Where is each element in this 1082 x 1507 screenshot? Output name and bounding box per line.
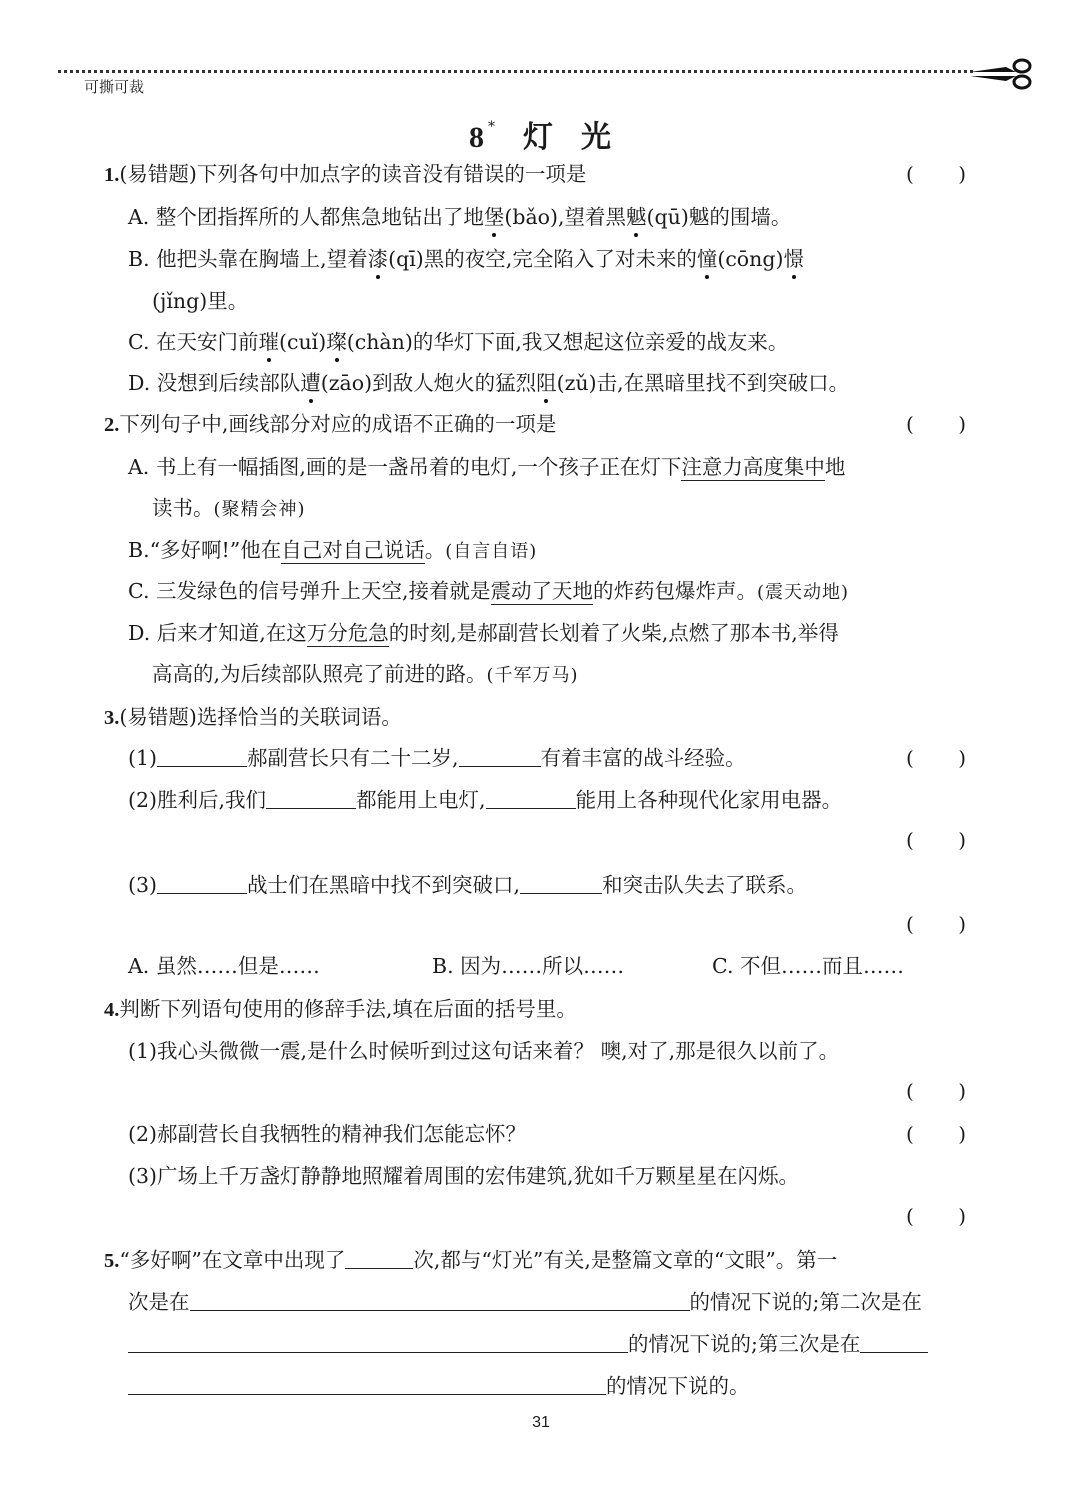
option-text: D. 后来才知道,在这 (128, 621, 307, 645)
q3-sentence-3 (128, 871, 807, 899)
lesson-title (0, 112, 1082, 156)
option-text: (qī)黑的夜空,完全陷入了对未来的 (388, 247, 697, 271)
idiom-note: (千军万马) (486, 665, 579, 686)
q5-text: 的情况下说的;第二次是在 (689, 1290, 922, 1314)
q1-option-c (128, 328, 788, 356)
q4-2-answer-paren[interactable]: ( ) (906, 1122, 967, 1146)
option-text: C. 三发绿色的信号弹升上天空,接着就是 (128, 579, 491, 603)
fill-blank[interactable] (157, 744, 247, 767)
q2-option-a-cont (152, 494, 306, 524)
idiom-note: (自言自语) (445, 541, 538, 562)
fill-blank[interactable] (459, 744, 541, 767)
fill-blank[interactable] (266, 786, 356, 809)
q3-stem-text: (易错题)选择恰当的关联词语。 (119, 705, 402, 729)
option-text: 。 (424, 538, 446, 562)
dotted-char: 璀 (258, 330, 279, 354)
q1-option-a (128, 203, 791, 231)
q5-text: 次是在 (128, 1290, 190, 1314)
q3-number: 3. (104, 707, 120, 729)
q2-stem-text: 下列句子中,画线部分对应的成语不正确的一项是 (119, 412, 557, 436)
q4-3-answer-paren[interactable]: ( ) (906, 1204, 967, 1228)
scissors-icon (966, 56, 1036, 92)
dotted-char: 堡 (483, 205, 505, 229)
option-text: 读书。 (152, 496, 214, 520)
dotted-char: 憬 (783, 247, 804, 271)
option-text: (chàn)的华灯下面,我又想起这位亲爱的战友来。 (346, 330, 789, 354)
dotted-char: 憧 (696, 247, 718, 271)
option-text: C. 在天安门前 (128, 330, 259, 354)
dotted-char: 魆 (626, 205, 647, 229)
q3-2-answer-paren[interactable]: ( ) (906, 828, 967, 852)
idiom-note: (震天动地) (757, 582, 850, 603)
sentence-text: 有着丰富的战斗经验。 (540, 746, 746, 770)
q2-option-b (128, 536, 537, 566)
lesson-mark: * (488, 119, 497, 135)
q3-option-a: A. 虽然……但是…… (128, 954, 320, 978)
underlined-phrase: 自己对自己说话 (281, 538, 425, 562)
lesson-number: 8 (469, 121, 486, 154)
q4-stem-text: 判断下列语句使用的修辞手法,填在后面的括号里。 (119, 997, 577, 1021)
dotted-char: 阻 (536, 371, 557, 395)
option-text: D. 没想到后续部队 (128, 371, 301, 395)
option-text: A. 书上有一幅插图,画的是一盏吊着的电灯,一个孩子正在灯下 (128, 455, 682, 479)
q2-option-d-cont (152, 660, 579, 690)
option-text: 的时刻,是郝副营长划着了火柴,点燃了那本书,举得 (388, 621, 839, 645)
q3-option-b: B. 因为……所以…… (432, 954, 625, 978)
sentence-text: 都能用上电灯, (356, 788, 486, 812)
option-text: (cuǐ) (279, 330, 327, 354)
sentence-text: (3) (128, 873, 158, 897)
fill-blank[interactable] (157, 871, 247, 894)
sentence-text: 能用上各种现代化家用电器。 (575, 788, 843, 812)
option-text: (qū)魆的围墙。 (646, 205, 792, 229)
option-text: (zǔ)击,在黑暗里找不到突破口。 (556, 371, 850, 395)
fill-blank[interactable] (128, 1330, 628, 1353)
q5-line-4 (128, 1372, 750, 1400)
fill-blank[interactable] (860, 1330, 928, 1353)
option-text: 地 (824, 455, 846, 479)
title-char-2: 光 (581, 120, 613, 155)
fill-blank[interactable] (190, 1288, 690, 1311)
sentence-text: (1) (128, 746, 158, 770)
q5-text: 次,都与“灯光”有关,是整篇文章的“文眼”。第一 (413, 1248, 838, 1272)
sentence-text: 战士们在黑暗中找不到突破口, (247, 873, 521, 897)
q1-stem-text: (易错题)下列各句中加点字的读音没有错误的一项是 (119, 162, 587, 186)
dotted-char: 遭 (300, 371, 321, 395)
idiom-note: (聚精会神) (213, 499, 306, 520)
q1-option-d (128, 369, 849, 397)
q3-sentence-1 (128, 744, 746, 772)
q3-option-c: C. 不但……而且…… (712, 954, 904, 978)
q1-number: 1. (104, 164, 120, 186)
q2-number: 2. (104, 414, 120, 436)
q4-sentence-3: (3)广场上千万盏灯静静地照耀着周围的宏伟建筑,犹如千万颗星星在闪烁。 (128, 1164, 800, 1188)
q3-sentence-2 (128, 786, 842, 814)
sentence-text: 郝副营长只有二十二岁, (247, 746, 459, 770)
q5-line-3 (128, 1330, 928, 1358)
q5-text: 的情况下说的。 (606, 1374, 750, 1398)
q4-1-answer-paren[interactable]: ( ) (906, 1079, 967, 1103)
page-number: 31 (532, 1414, 550, 1431)
q3-stem (104, 703, 402, 732)
q2-option-c (128, 577, 849, 607)
option-text: A. 整个团指挥所的人都焦急地钻出了地 (128, 205, 484, 229)
q1-option-b-cont: (jǐng)里。 (152, 289, 249, 313)
tear-label: 可撕可裁 (84, 78, 145, 96)
q4-sentence-2: (2)郝副营长自我牺牲的精神我们怎能忘怀？ (128, 1122, 527, 1146)
q5-line-1 (104, 1246, 837, 1275)
q2-answer-paren[interactable]: ( ) (906, 412, 967, 436)
fill-blank[interactable] (486, 786, 576, 809)
q5-line-2 (128, 1288, 922, 1316)
q2-option-a (128, 453, 845, 481)
option-text: (cōng) (717, 247, 784, 271)
q4-stem (104, 995, 577, 1024)
q1-answer-paren[interactable]: ( ) (906, 162, 967, 186)
option-text: (zāo)到敌人炮火的猛烈 (320, 371, 537, 395)
underlined-phrase: 万分危急 (306, 621, 389, 645)
q2-option-d (128, 619, 839, 647)
option-text: 高高的,为后续部队照亮了前进的路。 (152, 662, 487, 686)
q3-3-answer-paren[interactable]: ( ) (906, 912, 967, 936)
title-char-1: 灯 (523, 120, 555, 155)
option-text: (bǎo),望着黑 (504, 205, 627, 229)
q1-stem (104, 160, 586, 189)
option-text: B.“多好啊!”他在 (128, 538, 282, 562)
q4-sentence-1: (1)我心头微微一震,是什么时候听到过这句话来着？ 噢,对了,那是很久以前了。 (128, 1039, 840, 1063)
underlined-phrase: 震动了天地 (490, 579, 594, 603)
option-text: B. 他把头靠在胸墙上,望着 (128, 247, 368, 271)
fill-blank[interactable] (128, 1372, 606, 1395)
q1-option-b (128, 245, 804, 273)
q2-stem (104, 410, 556, 439)
sentence-text: (2)胜利后,我们 (128, 788, 267, 812)
fill-blank[interactable] (345, 1246, 413, 1269)
underlined-phrase: 注意力高度集中 (681, 455, 825, 479)
q5-text: “多好啊”在文章中出现了 (119, 1248, 346, 1272)
fill-blank[interactable] (520, 871, 602, 894)
cut-line (58, 70, 973, 73)
option-text: 的炸药包爆炸声。 (593, 579, 758, 603)
q5-text: 的情况下说的;第三次是在 (628, 1332, 861, 1356)
dotted-char: 漆 (367, 247, 389, 271)
q3-1-answer-paren[interactable]: ( ) (906, 746, 967, 770)
sentence-text: 和突击队失去了联系。 (602, 873, 808, 897)
dotted-char: 璨 (326, 330, 347, 354)
q4-number: 4. (104, 999, 120, 1021)
q5-number: 5. (104, 1250, 120, 1272)
